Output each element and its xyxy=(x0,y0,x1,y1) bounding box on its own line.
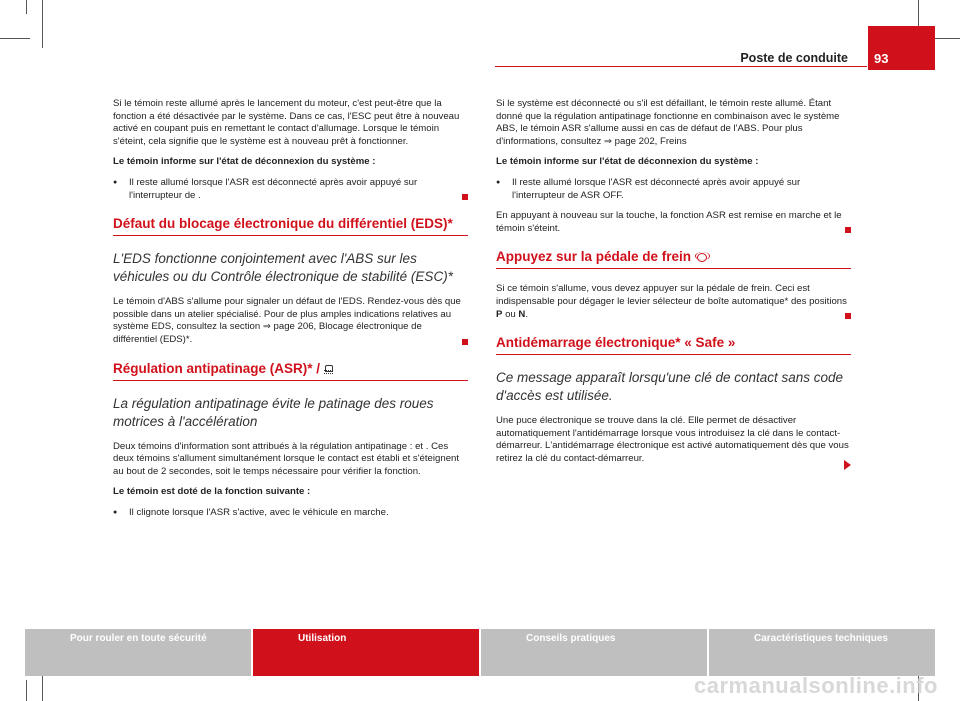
crop-mark xyxy=(26,0,27,14)
right-column xyxy=(496,98,851,470)
section-title-eds: Défaut du blocage électronique du différentiel (EDS)* xyxy=(113,216,468,236)
footer-tab-practical-tips[interactable]: Conseils pratiques xyxy=(481,629,707,676)
section-end-marker xyxy=(845,227,851,233)
subheading: Le témoin informe sur l'état de déconnexion du système : xyxy=(113,156,376,168)
section-end-marker xyxy=(845,313,851,319)
footer-tab-safety[interactable]: Pour rouler en toute sécurité xyxy=(25,629,251,676)
footer-tab-technical-data[interactable]: Caractéristiques techniques xyxy=(709,629,935,676)
left-column xyxy=(113,98,468,528)
section-end-marker xyxy=(462,339,468,345)
section-title-asr-text: Régulation antipatinage (ASR)* / xyxy=(113,360,324,376)
watermark: carmanualsonline.info xyxy=(694,673,938,698)
paragraph xyxy=(496,283,851,321)
asr-warning-icon xyxy=(324,364,333,374)
continue-arrow-icon xyxy=(844,460,851,470)
paragraph: Le témoin d'ABS s'allume pour signaler un défaut de l'EDS. Rendez-vous dès que possible dans un atelier spécialisé. Pour de plus amples indications relatives au système EDS, consultez la section ⇒ page 206, Blocage électronique de différentiel (EDS)*. xyxy=(113,296,461,345)
bullet-item: ● Il reste allumé lorsque l'ASR est déconnecté après avoir appuyé sur l'interrupteur de . xyxy=(113,177,468,202)
section-lead: La régulation antipatinage évite le patinage des roues motrices à l'accélération xyxy=(113,395,434,429)
crop-mark xyxy=(42,0,43,48)
section-lead: Ce message apparaît lorsqu'une clé de contact sans code d'accès est utilisée. xyxy=(496,370,844,404)
running-header: Poste de conduite xyxy=(740,51,848,65)
section-lead: L'EDS fonctionne conjointement avec l'ABS sur les véhicules ou du Contrôle électronique de stabilité (ESC)* xyxy=(113,251,453,285)
header-rule xyxy=(495,66,867,67)
footer-tab-usage[interactable]: Utilisation xyxy=(253,629,479,676)
text-run: . xyxy=(525,308,529,320)
footer-tabs xyxy=(25,629,935,676)
crop-mark xyxy=(26,680,27,701)
gear-position-p: P xyxy=(496,308,503,320)
section-title-brake-text: Appuyez sur la pédale de frein xyxy=(496,249,695,265)
crop-mark xyxy=(0,38,30,39)
gear-position-n: N xyxy=(518,308,526,320)
section-title-immobilizer: Antidémarrage électronique* « Safe » xyxy=(496,335,851,355)
subheading: Le témoin est doté de la fonction suivante : xyxy=(113,486,311,498)
paragraph: Deux témoins d'information sont attribués à la régulation antipatinage : et . Ces deux témoins s'allument simultanément lorsque le contact est établi et s'éteignent au bout de 2 secondes, soit le temps nécessaire pour vérifier la fonction. xyxy=(113,440,460,477)
paragraph: Si le témoin reste allumé après le lancement du moteur, c'est peut-être que la fonction a été désactivée par le système. Dans ce cas, l'ESC peut être à nouveau activé en coupant puis en remettant le contact d'allumage. Lorsque le témoin s'éteint, cela signifie que le système est à nouveau prêt à fonctionner. xyxy=(113,98,460,147)
page-number: 93 xyxy=(868,26,935,70)
paragraph: En appuyant à nouveau sur la touche, la fonction ASR est remise en marche et le témoin s'éteint. xyxy=(496,210,842,234)
section-title-asr xyxy=(113,361,468,381)
paragraph: Une puce électronique se trouve dans la clé. Elle permet de désactiver automatiquement l'antidémarrage lorsque vous introduisez la clé dans le contact-démarreur. L'antidémarrage électronique est activé automatiquement dès que vous retirez la clé du contact-démarreur. xyxy=(496,415,849,464)
section-title-brake xyxy=(496,249,851,269)
bullet-item: ● Il clignote lorsque l'ASR s'active, avec le véhicule en marche. xyxy=(113,507,468,520)
subheading: Le témoin informe sur l'état de déconnexion du système : xyxy=(496,156,759,168)
brake-pedal-icon xyxy=(695,252,709,262)
text-run: ou xyxy=(502,308,519,320)
paragraph: Si le système est déconnecté ou s'il est défaillant, le témoin reste allumé. Étant donné que la régulation antipatinage fonctionne en combinaison avec le système ABS, le témoin ASR s'allume aussi en cas de défaut de l'ABS. Pour plus d'informations, consultez ⇒ page 202, Freins xyxy=(496,98,840,147)
text-run: Si ce témoin s'allume, vous devez appuyer sur la pédale de frein. Ceci est indispensable pour dégager le levier sélecteur de boîte automatique* des positions xyxy=(496,283,847,307)
bullet-item: ● Il reste allumé lorsque l'ASR est déconnecté après avoir appuyé sur l'interrupteur de ASR OFF. xyxy=(496,177,851,202)
